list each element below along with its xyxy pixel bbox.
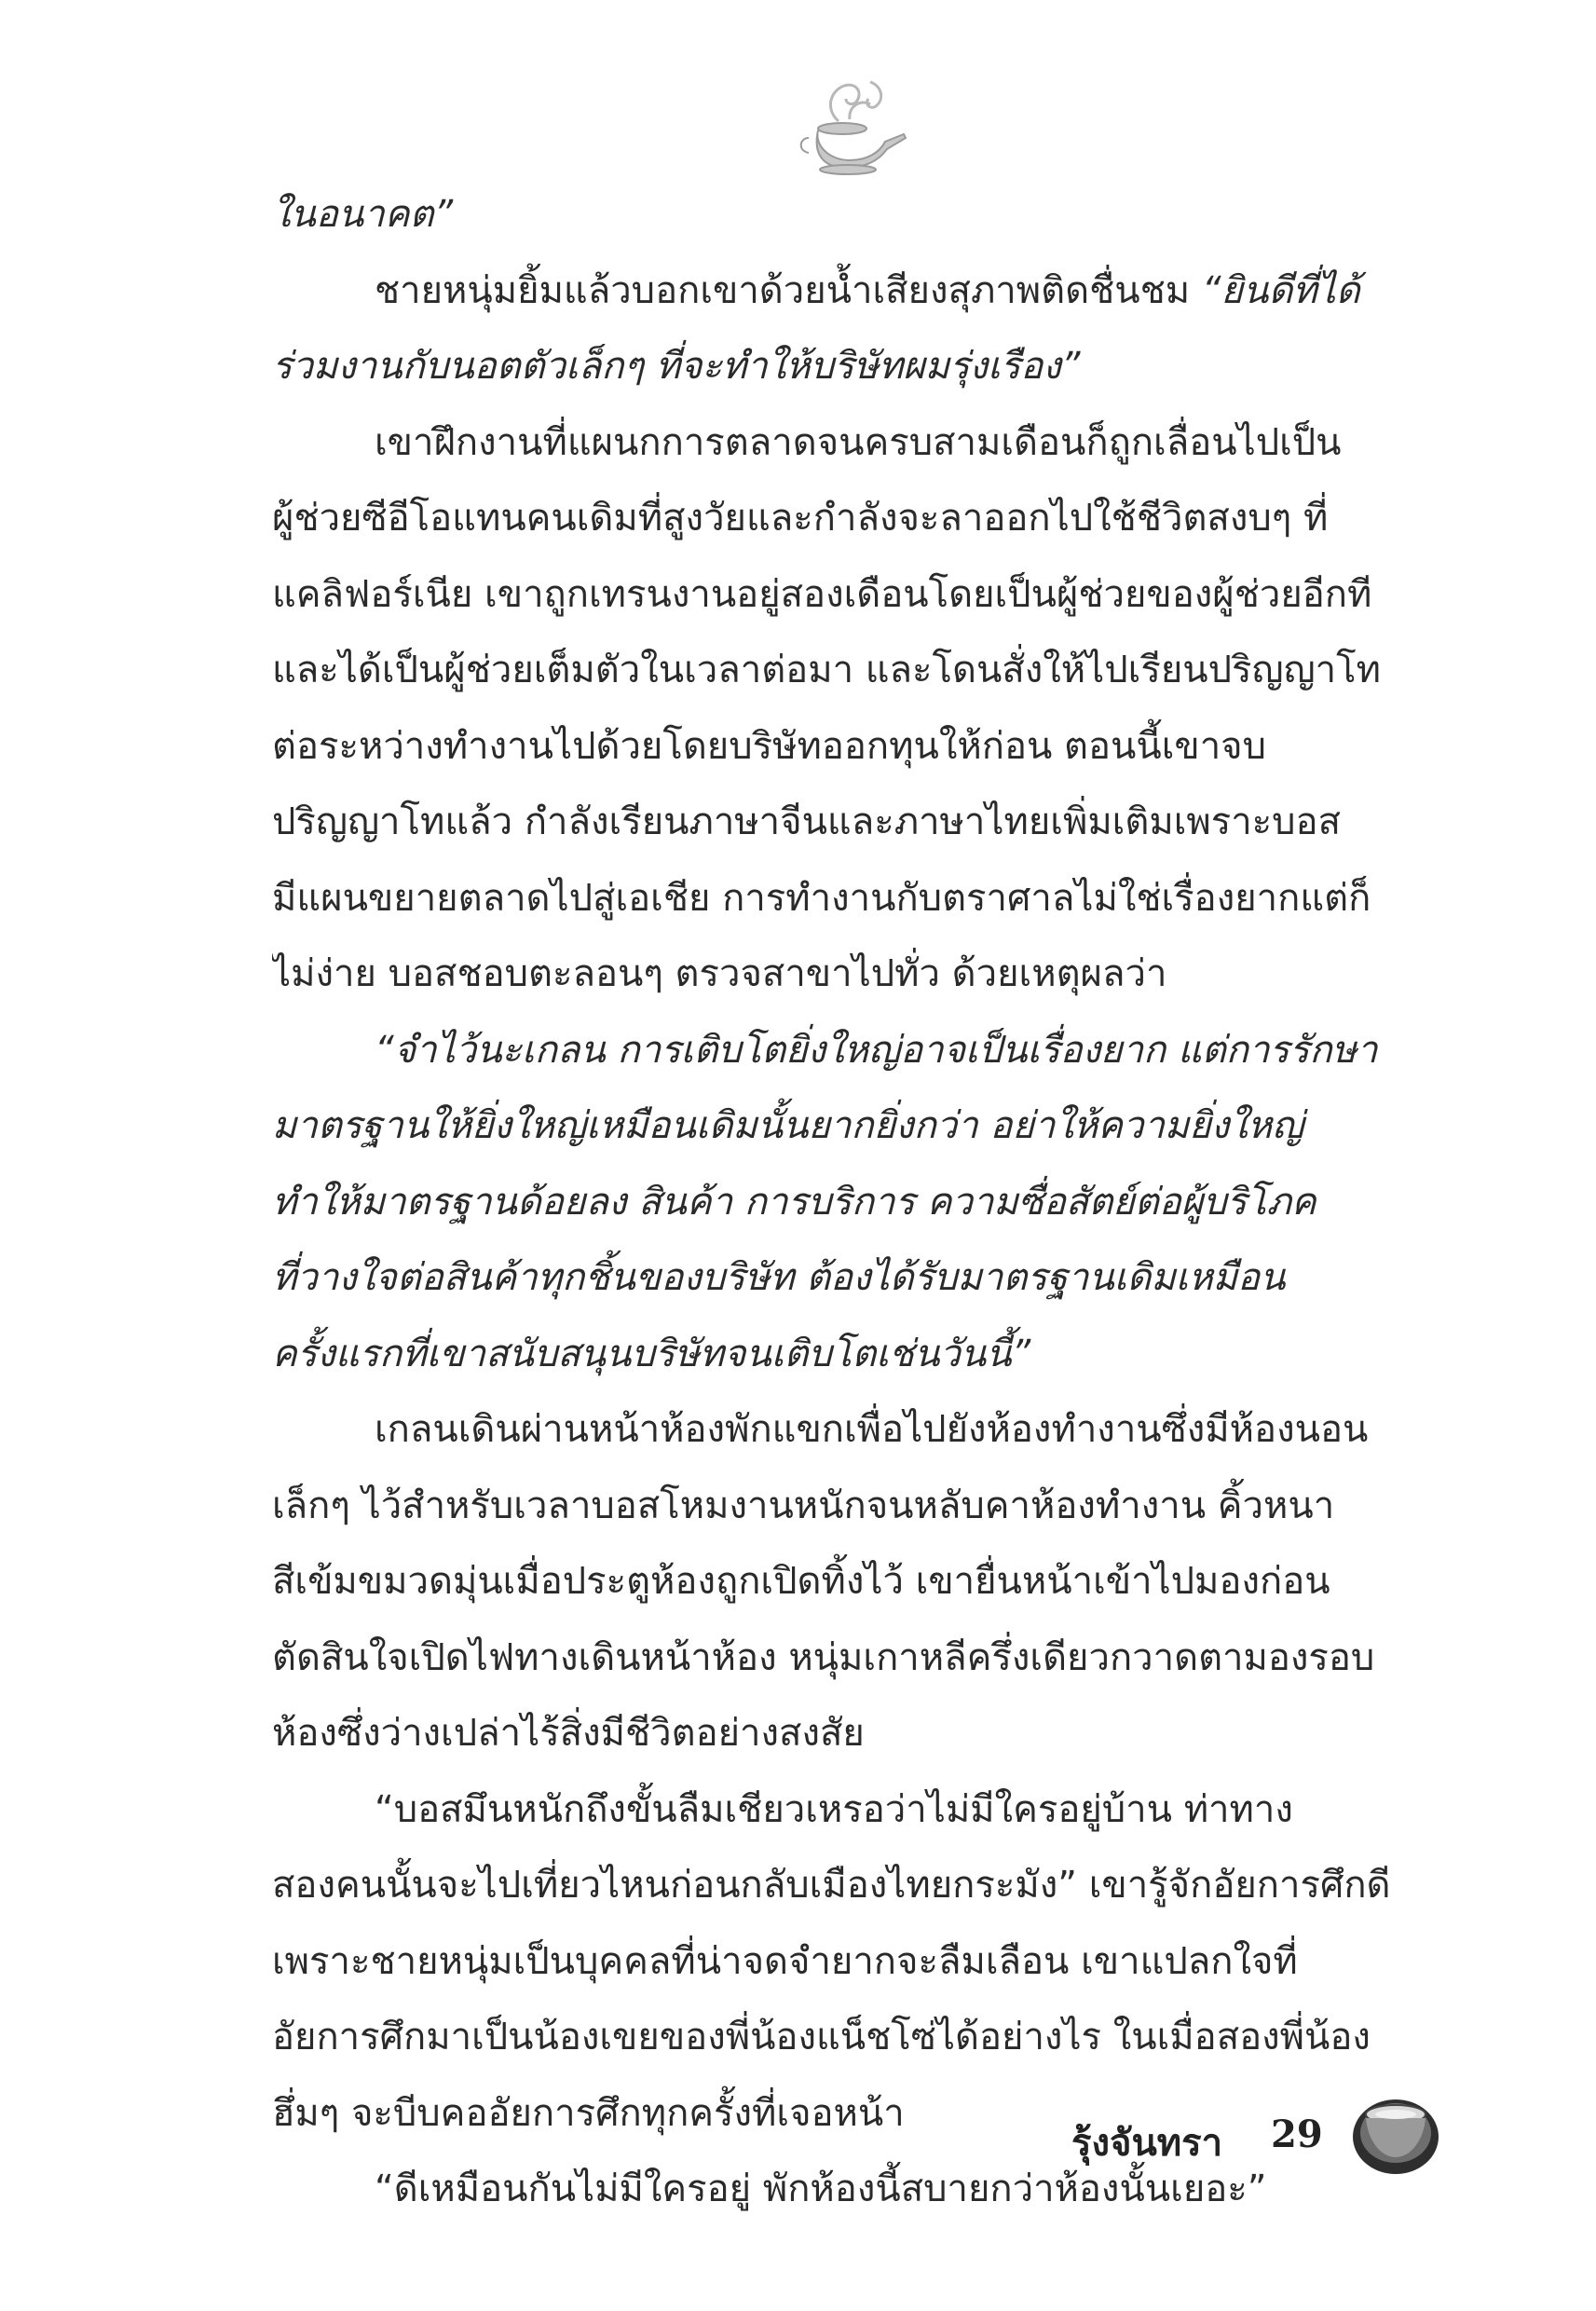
- text-line: เล็กๆ ไว้สำหรับเวลาบอสโหมงานหนักจนหลับคาห้องทำงาน คิ้วหนา: [272, 1484, 1335, 1527]
- pot-icon: [1349, 2092, 1442, 2176]
- text-line: ตัดสินใจเปิดไฟทางเดินหน้าห้อง หนุ่มเกาหลีครึ่งเดียวกวาดตามองรอบ: [272, 1635, 1375, 1679]
- text-line: ทำให้มาตรฐานด้อยลง สินค้า การบริการ ความซื่อสัตย์ต่อผู้บริโภค: [272, 1180, 1316, 1224]
- text-span: “ยินดีที่ได้: [1201, 268, 1360, 312]
- text-line: ครั้งแรกที่เขาสนับสนุนบริษัทจนเติบโตเช่นวันนี้”: [272, 1332, 1031, 1375]
- text-line: “บอสมึนหนักถึงขั้นลืมเชียวเหรอว่าไม่มีใครอยู่บ้าน ท่าทาง: [375, 1787, 1293, 1831]
- lamp-ornament-icon: [781, 73, 915, 175]
- text-line: เพราะชายหนุ่มเป็นบุคคลที่น่าจดจำยากจะลืมเลือน เขาแปลกใจที่: [272, 1939, 1298, 1983]
- text-line: มีแผนขยายตลาดไปสู่เอเชีย การทำงานกับตราศาลไม่ใช่เรื่องยากแต่ก็: [272, 876, 1371, 920]
- text-line: สองคนนั้นจะไปเที่ยวไหนก่อนกลับเมืองไทยกระมัง” เขารู้จักอัยการศึกดี: [272, 1864, 1391, 1907]
- text-line: ฮึ่มๆ จะบีบคออัยการศึกทุกครั้งที่เจอหน้า: [272, 2091, 905, 2135]
- page-number: 29: [1271, 2113, 1323, 2156]
- text-line: ร่วมงานกับนอตตัวเล็กๆ ที่จะทำให้บริษัทผมรุ่งเรือง”: [272, 345, 1081, 388]
- running-title: รุ้งจันทรา: [1071, 2121, 1223, 2165]
- text-line: “จำไว้นะเกลน การเติบโตยิ่งใหญ่อาจเป็นเรื่องยาก แต่การรักษา: [375, 1028, 1378, 1072]
- text-line: เขาฝึกงานที่แผนกการตลาดจนครบสามเดือนก็ถูกเลื่อนไปเป็น: [375, 420, 1342, 464]
- text-line: มาตรฐานให้ยิ่งใหญ่เหมือนเดิมนั้นยากยิ่งกว่า อย่าให้ความยิ่งใหญ่: [272, 1104, 1304, 1147]
- text-line: ต่อระหว่างทำงานไปด้วยโดยบริษัทออกทุนให้ก่อน ตอนนี้เขาจบ: [272, 724, 1267, 768]
- text-line: ห้องซึ่งว่างเปล่าไร้สิ่งมีชีวิตอย่างสงสัย: [272, 1712, 865, 1755]
- page-footer: [1071, 2092, 1463, 2176]
- text-line: ที่วางใจต่อสินค้าทุกชิ้นของบริษัท ต้องได้รับมาตรฐานเดิมเหมือน: [272, 1256, 1286, 1299]
- body-text: [272, 177, 1433, 2228]
- text-line: ในอนาคต”: [272, 193, 454, 236]
- text-line: และได้เป็นผู้ช่วยเต็มตัวในเวลาต่อมา และโดนสั่งให้ไปเรียนปริญญาโท: [272, 649, 1381, 691]
- text-line: เกลนเดินผ่านหน้าห้องพักแขกเพื่อไปยังห้องทำงานซึ่งมีห้องนอน: [375, 1408, 1369, 1451]
- text-line: อัยการศึกมาเป็นน้องเขยของพี่น้องแน็ชโซ่ได้อย่างไร ในเมื่อสองพี่น้อง: [272, 2016, 1371, 2058]
- text-line: สีเข้มขมวดมุ่นเมื่อประตูห้องถูกเปิดทิ้งไว้ เขายื่นหน้าเข้าไปมองก่อน: [272, 1560, 1330, 1603]
- text-line: ปริญญาโทแล้ว กำลังเรียนภาษาจีนและภาษาไทยเพิ่มเติมเพราะบอส: [272, 800, 1341, 843]
- text-line: ไม่ง่าย บอสชอบตะลอนๆ ตรวจสาขาไปทั่ว ด้วยเหตุผลว่า: [272, 952, 1167, 995]
- text-line: ผู้ช่วยซีอีโอแทนคนเดิมที่สูงวัยและกำลังจะลาออกไปใช้ชีวิตสงบๆ ที่: [272, 497, 1329, 540]
- text-line: [272, 253, 1433, 330]
- text-line: “ดีเหมือนกันไม่มีใครอยู่ พักห้องนี้สบายกว่าห้องนั้นเยอะ”: [375, 2167, 1267, 2210]
- text-span: ชายหนุ่มยิ้มแล้วบอกเขาด้วยน้ำเสียงสุภาพติดชื่นชม: [375, 268, 1191, 312]
- text-line: แคลิฟอร์เนีย เขาถูกเทรนงานอยู่สองเดือนโดยเป็นผู้ช่วยของผู้ช่วยอีกที: [272, 572, 1372, 616]
